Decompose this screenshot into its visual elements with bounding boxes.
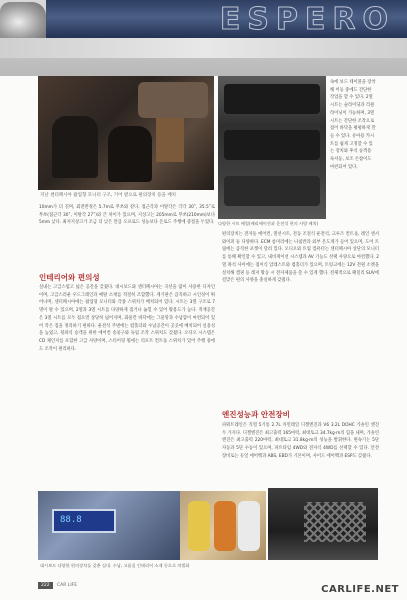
- interior-photo: [38, 76, 214, 190]
- section-label: CAR LIFE: [57, 583, 78, 588]
- bottle-shape: [238, 501, 260, 551]
- seat-photo-caption: 다양한 시트 배열(배리에이션과 운전석 편의 사양 배치): [218, 221, 319, 226]
- body-column-left-para2: 실내는 고급스럽고 넓은 공간을 갖췄다. 대시보드와 센터페시아는 곡선을 많이 사용한 디자인이며, 고급스러운 우드그레인과 메탈 소재를 적절히 조합했다. 계기판은 큼직하고 시인성이 뛰어나며, 센터페시아에는 팝업형 모니터와 각종 스위치가 배치되어 있다. 시트는 3열 구조로 7명이 탈 수 있으며, 2열과 3열 시트를 다양하게 접거나 눕힐 수 있어 활용도가 높다. 적재공간은 3열 시트를 모두 접으면 상당히 넓어지며, 화물칸 바닥에는 그물망과 수납함이 마련되어 있어 작은 짐을 정리하기 편하다. 운전석 주변에는 컵홀더와 수납공간이 곳곳에 배치되어 실용성을 높였고, 뒷좌석 승객을 위한 에어컨 송풍구와 독립 조작 스위치도 갖췄다. 오디오 시스템은 CD 체인저를 포함한 고급 사양이며, 스티어링 휠에는 리모트 컨트롤 스위치가 있어 주행 중에도 조작이 편리하다.: [39, 285, 215, 352]
- site-watermark: CARLIFE.NET: [321, 584, 399, 595]
- header-title: ESPERO: [219, 2, 395, 37]
- bottle-shape: [214, 501, 236, 551]
- page-footer: [38, 582, 77, 589]
- body-column-right-bottom: 파워트레인은 직렬 5기통 2.7L 커먼레일 디젤엔진과 V6 3.2L DOHC 가솔린 엔진 두 가지다. 디젤엔진은 최고출력 165마력, 최대토크 34.7kg·m의 힘을 내며, 가솔린엔진은 최고출력 220마력, 최대토크 31.8kg·m의 성능을 발휘한다. 변속기는 5단 자동과 5단 수동이 있으며, 파트타임 4WD와 전자식 4WD를 선택할 수 있다. 안전장비로는 듀얼 에어백과 ABS, EBD가 기본이며, 사이드 에어백과 ESP도 갖췄다.: [222, 423, 379, 459]
- cupholder-photo: [180, 491, 266, 560]
- body-column-right-narrow: 속에 보드 테이블을 장착해 이동 중에도 간단한 작업을 할 수 있다. 2열 시트는 슬라이딩과 리클라이닝이 가능하며, 3열 시트는 간단한 조작으로 접어 바닥을 평평하게 만들 수 있다. 유아용 카시트를 쉽게 고정할 수 있는 장치와 후석 승객용 독서등, 보조 손잡이도 마련되어 있다.: [330, 80, 376, 170]
- driver-seat-shape: [52, 116, 98, 178]
- cargo-net: [304, 502, 366, 542]
- bottle-shape: [188, 501, 210, 551]
- heading-interior: 인테리어와 편의성: [39, 273, 100, 282]
- dashboard-shape: [138, 82, 208, 118]
- console-shape: [156, 118, 184, 162]
- body-column-right-mid: 편의장치는 전자동 에어컨, 열선시트, 전동 조절식 운전석, 크루즈 컨트롤, 레인 센서 와이퍼 등 다양하다. ECM 룸미러에는 나침반과 외부 온도계가 들어 있으며, 도어 트림에는 큼직한 포켓이 달려 있다. 오디오와 트립 컴퓨터는 센터페시아 상단의 모니터를 통해 확인할 수 있고, 내비게이션 시스템과 AV 기능도 선택 사양으로 마련했다. 2열 좌석 사이에는 접이식 암레스트와 컵홀더가 있으며, 트렁크에는 12V 전원 소켓을 설치해 캠핑 등 레저 활동 시 전자제품을 쓸 수 있게 했다. 전체적으로 패밀리 SUV에 걸맞은 편의 사양을 충실하게 갖췄다.: [222, 232, 379, 284]
- passenger-seat-shape: [108, 126, 152, 182]
- seat-row-3: [224, 176, 320, 206]
- cargo-net-photo: [268, 488, 378, 560]
- display-screen: 88.8: [52, 509, 116, 533]
- page-header: [0, 0, 407, 76]
- page-number: 222: [38, 582, 53, 589]
- seat-row-2: [224, 130, 320, 160]
- seat-arrangement-photo: [218, 76, 326, 219]
- header-sweep: [0, 38, 407, 58]
- header-car-thumbnail: [0, 2, 46, 42]
- bottom-photo-caption: 대시보드 다양한 편의장치를 갖춘 실내. 수납, 고품질 인테리어 소재 등으로 차별화: [40, 563, 190, 568]
- interior-photo-caption: 지난 센터페시아 팝업형 모니터 구조, 기어 옆으로 편의장치 등을 배치: [40, 193, 177, 198]
- dashboard-display-photo: [38, 491, 180, 560]
- seat-row-1: [224, 84, 320, 114]
- heading-engine: 엔진성능과 안전장비: [222, 410, 290, 419]
- body-column-left-para1: 10mm가 더 길며, 회전반경은 5.7m로 무쏘와 같다. 접근각과 이탈각은 각각 30˚, 35.5˚로 무쏘(접근각 30˚, 이탈각 27˚)와 큰 차이가 있으며, 지상고는 205mm로 무쏘(210mm)보다 5mm 낮다. 최저지상고가 조금 더 낮은 만큼 오프로드 성능보다 온로드 주행에 중점을 두었다.: [39, 205, 215, 226]
